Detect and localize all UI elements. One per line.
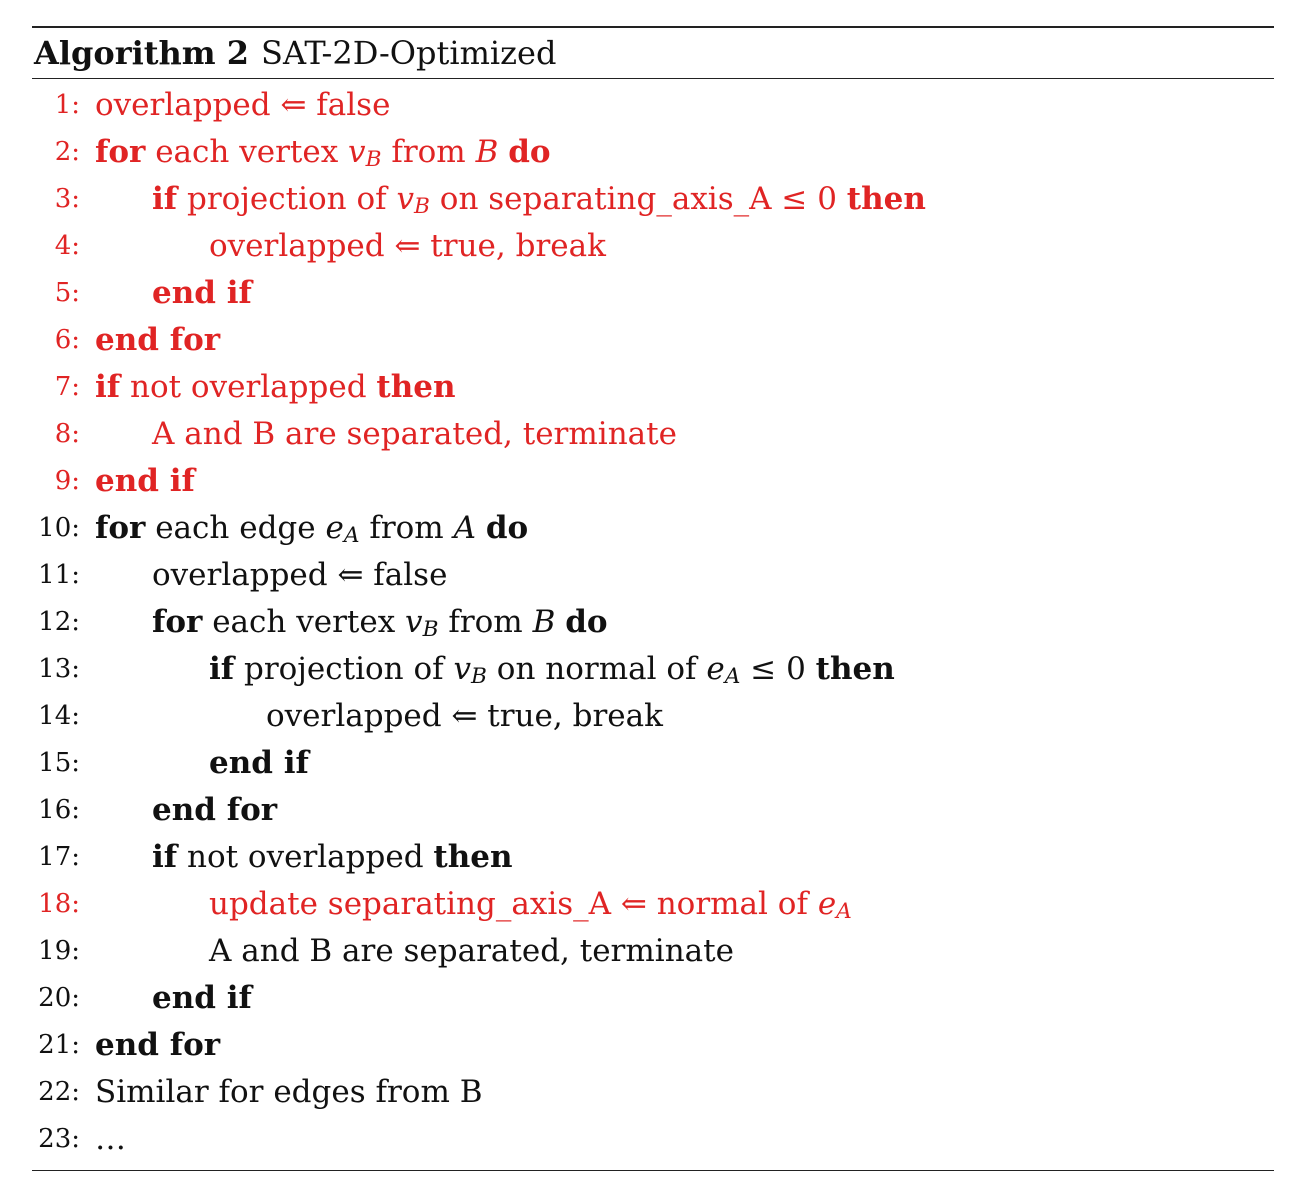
algorithm-block bbox=[32, 26, 1274, 1171]
text-segment: each vertex bbox=[145, 133, 349, 170]
keyword: for bbox=[95, 133, 146, 170]
text-segment: overlapped ⇐ true, break bbox=[209, 227, 606, 264]
text-segment: Similar for edges from B bbox=[95, 1073, 483, 1110]
text-segment: projection of bbox=[177, 180, 397, 217]
algorithm-line bbox=[32, 880, 1274, 927]
line-number: 11: bbox=[38, 559, 80, 590]
line-number: 7: bbox=[54, 371, 80, 402]
algorithm-line bbox=[32, 457, 1274, 504]
algorithm-line bbox=[32, 645, 1274, 692]
math-subscript: B bbox=[471, 663, 487, 689]
algorithm-caption bbox=[32, 28, 1274, 78]
text-segment bbox=[498, 134, 508, 170]
line-number: 22: bbox=[38, 1076, 80, 1107]
keyword: end if bbox=[152, 274, 252, 311]
line-number: 16: bbox=[38, 794, 80, 825]
text-segment: overlapped ⇐ false bbox=[95, 86, 391, 123]
text-segment: A and B are separated, terminate bbox=[209, 932, 734, 969]
text-segment: each edge bbox=[145, 509, 326, 546]
algorithm-line bbox=[32, 1068, 1274, 1115]
text-segment bbox=[476, 510, 486, 546]
line-text bbox=[209, 745, 309, 781]
math-subscript: B bbox=[365, 146, 382, 172]
math-subscript: A bbox=[724, 663, 741, 689]
keyword: if bbox=[152, 838, 178, 875]
bottom-rule bbox=[32, 1170, 1274, 1171]
line-number: 9: bbox=[54, 465, 80, 496]
algorithm-line bbox=[32, 504, 1274, 551]
line-number: 6: bbox=[54, 324, 80, 355]
algorithm-line bbox=[32, 598, 1274, 645]
text-segment: A and B are separated, terminate bbox=[152, 415, 677, 452]
algorithm-lines bbox=[32, 79, 1274, 1162]
keyword: for bbox=[95, 509, 146, 546]
algorithm-line bbox=[32, 1115, 1274, 1162]
line-text bbox=[209, 933, 734, 969]
line-text bbox=[209, 886, 852, 922]
line-text bbox=[95, 134, 551, 170]
keyword: then bbox=[815, 650, 895, 687]
math-variable: v bbox=[396, 180, 414, 217]
algorithm-line bbox=[32, 128, 1274, 175]
keyword: for bbox=[152, 603, 203, 640]
math-subscript: B bbox=[414, 193, 430, 219]
text-segment: … bbox=[95, 1120, 126, 1157]
text-segment bbox=[555, 604, 565, 640]
keyword: end if bbox=[152, 979, 252, 1016]
text-segment: from bbox=[438, 603, 533, 640]
algorithm-line bbox=[32, 81, 1274, 128]
line-text bbox=[209, 228, 606, 264]
algorithm-line bbox=[32, 692, 1274, 739]
text-segment: from bbox=[381, 133, 476, 170]
text-segment: on separating_axis_A ≤ 0 bbox=[429, 180, 847, 217]
line-text bbox=[152, 980, 252, 1016]
text-segment: each vertex bbox=[202, 603, 406, 640]
line-text bbox=[95, 1121, 126, 1157]
line-number: 19: bbox=[38, 935, 80, 966]
line-text bbox=[152, 792, 277, 828]
line-text bbox=[266, 698, 663, 734]
line-number: 17: bbox=[38, 841, 80, 872]
algorithm-line bbox=[32, 551, 1274, 598]
math-variable: e bbox=[325, 509, 344, 546]
line-text bbox=[95, 322, 220, 358]
text-segment: projection of bbox=[234, 650, 454, 687]
text-segment: overlapped ⇐ false bbox=[152, 556, 448, 593]
line-text bbox=[95, 369, 456, 405]
line-text bbox=[152, 557, 447, 593]
line-text bbox=[152, 604, 608, 640]
algorithm-line bbox=[32, 1021, 1274, 1068]
text-segment: not overlapped bbox=[177, 838, 434, 875]
line-text bbox=[152, 416, 677, 452]
line-number: 15: bbox=[38, 747, 80, 778]
keyword: if bbox=[152, 180, 178, 217]
math-variable: B bbox=[475, 133, 499, 170]
text-segment: ≤ 0 bbox=[740, 650, 816, 687]
text-segment: on normal of bbox=[486, 650, 707, 687]
keyword: then bbox=[376, 368, 456, 405]
algorithm-line bbox=[32, 786, 1274, 833]
line-number: 20: bbox=[38, 982, 80, 1013]
math-variable: e bbox=[817, 885, 837, 922]
line-number: 10: bbox=[38, 512, 80, 543]
line-number: 2: bbox=[54, 136, 80, 167]
line-number: 14: bbox=[38, 700, 80, 731]
math-variable: v bbox=[405, 603, 423, 640]
math-variable: B bbox=[532, 603, 556, 640]
line-text bbox=[95, 1027, 220, 1063]
line-number: 21: bbox=[38, 1029, 80, 1060]
line-text bbox=[95, 1074, 482, 1110]
algorithm-label: Algorithm 2 bbox=[34, 34, 250, 72]
keyword: do bbox=[508, 133, 551, 170]
math-variable: e bbox=[706, 650, 725, 687]
algorithm-line bbox=[32, 269, 1274, 316]
keyword: end for bbox=[152, 791, 278, 828]
keyword: do bbox=[485, 509, 529, 546]
line-text bbox=[152, 839, 513, 875]
text-segment: overlapped ⇐ true, break bbox=[266, 697, 663, 734]
text-segment: not overlapped bbox=[120, 368, 377, 405]
algorithm-line bbox=[32, 739, 1274, 786]
line-text bbox=[95, 510, 528, 546]
math-variable: v bbox=[453, 650, 471, 687]
algorithm-line bbox=[32, 363, 1274, 410]
algorithm-line bbox=[32, 410, 1274, 457]
algorithm-line bbox=[32, 222, 1274, 269]
keyword: do bbox=[565, 603, 608, 640]
math-subscript: A bbox=[343, 522, 360, 548]
line-text bbox=[209, 651, 895, 687]
keyword: if bbox=[95, 368, 121, 405]
keyword: then bbox=[846, 180, 926, 217]
line-number: 13: bbox=[38, 653, 80, 684]
line-number: 1: bbox=[54, 89, 80, 120]
line-text bbox=[95, 463, 195, 499]
algorithm-line bbox=[32, 316, 1274, 363]
math-subscript: A bbox=[836, 898, 852, 924]
line-text bbox=[152, 181, 926, 217]
line-number: 12: bbox=[38, 606, 80, 637]
keyword: end if bbox=[209, 744, 309, 781]
algorithm-line bbox=[32, 833, 1274, 880]
line-text bbox=[95, 87, 390, 123]
algorithm-line bbox=[32, 927, 1274, 974]
line-number: 23: bbox=[38, 1123, 80, 1154]
math-subscript: B bbox=[422, 616, 439, 642]
text-segment: from bbox=[359, 509, 454, 546]
algorithm-line bbox=[32, 974, 1274, 1021]
keyword: then bbox=[433, 838, 513, 875]
line-number: 18: bbox=[38, 888, 80, 919]
keyword: end for bbox=[95, 321, 221, 358]
line-number: 5: bbox=[54, 277, 80, 308]
line-number: 8: bbox=[54, 418, 80, 449]
line-text bbox=[152, 275, 252, 311]
text-segment: update separating_axis_A ⇐ normal of bbox=[209, 885, 818, 922]
math-variable: v bbox=[348, 133, 366, 170]
algorithm-title: SAT-2D-Optimized bbox=[261, 34, 557, 72]
line-number: 3: bbox=[54, 183, 80, 214]
algorithm-line bbox=[32, 175, 1274, 222]
keyword: end for bbox=[95, 1026, 221, 1063]
line-number: 4: bbox=[54, 230, 80, 261]
keyword: end if bbox=[95, 462, 195, 499]
math-variable: A bbox=[453, 509, 476, 546]
keyword: if bbox=[209, 650, 235, 687]
